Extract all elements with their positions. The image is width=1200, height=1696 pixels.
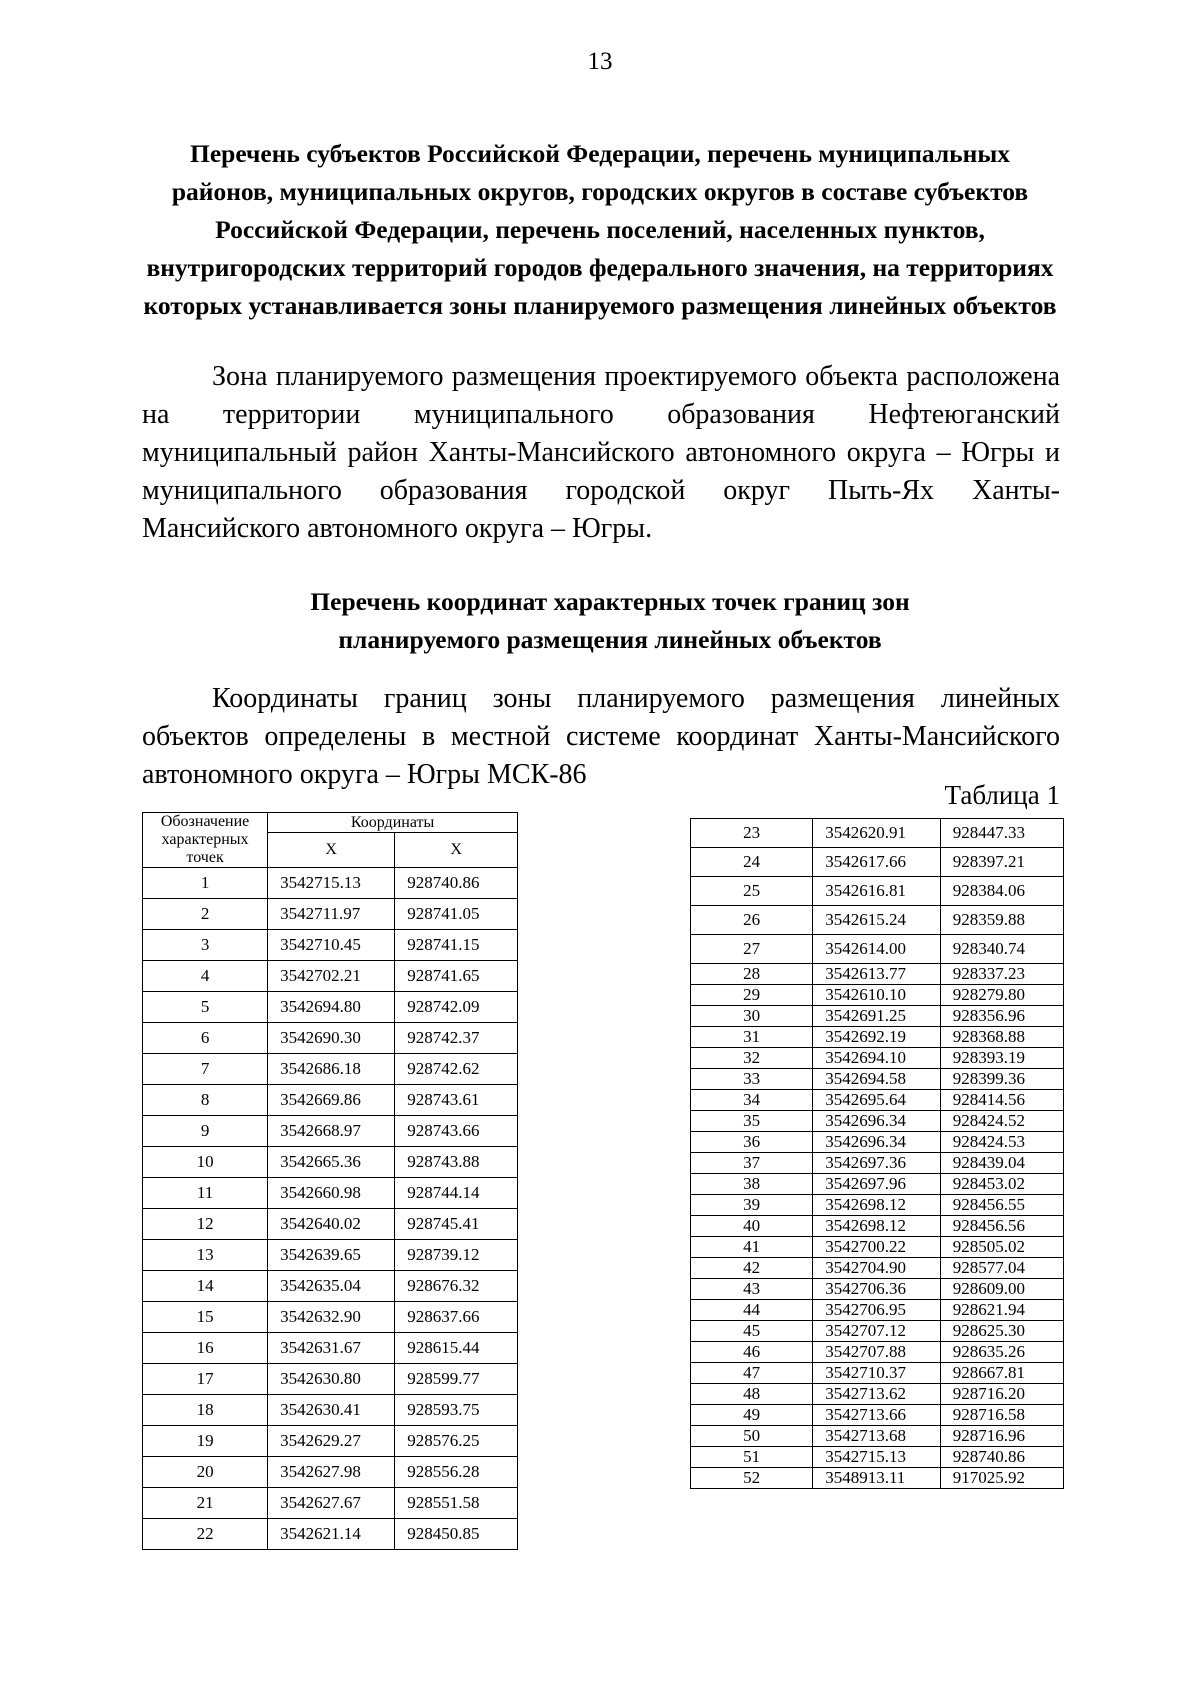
coord-x-cell: 3542615.24 bbox=[813, 906, 941, 935]
table-row bbox=[691, 985, 1064, 1006]
table-row bbox=[691, 1384, 1064, 1405]
table-row bbox=[143, 1457, 518, 1488]
point-number-cell: 51 bbox=[691, 1447, 813, 1468]
point-number-cell: 23 bbox=[691, 819, 813, 848]
point-number-cell: 1 bbox=[143, 868, 268, 899]
point-number-cell: 6 bbox=[143, 1023, 268, 1054]
table-row bbox=[143, 1054, 518, 1085]
point-number-cell: 36 bbox=[691, 1132, 813, 1153]
coord-y-cell: 928599.77 bbox=[395, 1364, 518, 1395]
table-row bbox=[143, 1240, 518, 1271]
table-row bbox=[691, 1006, 1064, 1027]
coord-x-cell: 3542697.36 bbox=[813, 1153, 941, 1174]
table-row bbox=[143, 1488, 518, 1519]
point-number-cell: 28 bbox=[691, 964, 813, 985]
coord-y-cell: 928397.21 bbox=[940, 848, 1063, 877]
point-number-cell: 46 bbox=[691, 1342, 813, 1363]
coord-y-cell: 928742.37 bbox=[395, 1023, 518, 1054]
coord-x-cell: 3542707.88 bbox=[813, 1342, 941, 1363]
coord-x-cell: 3542696.34 bbox=[813, 1111, 941, 1132]
document-title: Перечень субъектов Российской Федерации, перечень муниципальных районов, муниципальных округов, городских округов в составе субъектов Российской Федерации, перечень поселений, населенных пунктов, внутригородских территорий городов федерального значения, на территориях которых устанавливается зоны планируемого размещения линейных объектов bbox=[143, 139, 1057, 320]
header-coordinates: Координаты bbox=[268, 813, 518, 833]
table-row bbox=[691, 1153, 1064, 1174]
table-row bbox=[691, 1258, 1064, 1279]
coord-x-cell: 3542706.95 bbox=[813, 1300, 941, 1321]
table-row bbox=[691, 1363, 1064, 1384]
coord-y-cell: 928424.52 bbox=[940, 1111, 1063, 1132]
point-number-cell: 20 bbox=[143, 1457, 268, 1488]
point-number-cell: 26 bbox=[691, 906, 813, 935]
point-number-cell: 17 bbox=[143, 1364, 268, 1395]
table-row bbox=[143, 992, 518, 1023]
table-row bbox=[691, 1111, 1064, 1132]
table-row bbox=[143, 1271, 518, 1302]
point-number-cell: 19 bbox=[143, 1426, 268, 1457]
point-number-cell: 31 bbox=[691, 1027, 813, 1048]
coord-x-cell: 3542613.77 bbox=[813, 964, 941, 985]
coord-x-cell: 3542694.80 bbox=[268, 992, 395, 1023]
coord-x-cell: 3542691.25 bbox=[813, 1006, 941, 1027]
coord-y-cell: 928716.58 bbox=[940, 1405, 1063, 1426]
coord-y-cell: 928450.85 bbox=[395, 1519, 518, 1550]
coord-x-cell: 3542713.62 bbox=[813, 1384, 941, 1405]
coord-x-cell: 3542668.97 bbox=[268, 1116, 395, 1147]
point-number-cell: 12 bbox=[143, 1209, 268, 1240]
table-row bbox=[143, 930, 518, 961]
point-number-cell: 27 bbox=[691, 935, 813, 964]
coord-y-cell: 928716.20 bbox=[940, 1384, 1063, 1405]
coord-x-cell: 3542621.14 bbox=[268, 1519, 395, 1550]
table-row bbox=[143, 899, 518, 930]
point-number-cell: 5 bbox=[143, 992, 268, 1023]
coord-x-cell: 3542630.80 bbox=[268, 1364, 395, 1395]
table-row bbox=[691, 964, 1064, 985]
table-row bbox=[143, 1116, 518, 1147]
table-row bbox=[691, 1090, 1064, 1111]
point-number-cell: 14 bbox=[143, 1271, 268, 1302]
point-number-cell: 41 bbox=[691, 1237, 813, 1258]
coord-x-cell: 3542639.65 bbox=[268, 1240, 395, 1271]
coord-x-cell: 3542698.12 bbox=[813, 1216, 941, 1237]
coord-x-cell: 3542627.98 bbox=[268, 1457, 395, 1488]
coord-x-cell: 3542695.64 bbox=[813, 1090, 941, 1111]
coord-y-cell: 928743.88 bbox=[395, 1147, 518, 1178]
coord-y-cell: 928744.14 bbox=[395, 1178, 518, 1209]
coord-x-cell: 3542631.67 bbox=[268, 1333, 395, 1364]
table-row bbox=[143, 1302, 518, 1333]
coord-y-cell: 928635.26 bbox=[940, 1342, 1063, 1363]
table-row bbox=[143, 868, 518, 899]
coord-x-cell: 3542698.12 bbox=[813, 1195, 941, 1216]
table-row bbox=[691, 1405, 1064, 1426]
coord-y-cell: 928340.74 bbox=[940, 935, 1063, 964]
coord-x-cell: 3542694.10 bbox=[813, 1048, 941, 1069]
coord-y-cell: 928742.62 bbox=[395, 1054, 518, 1085]
point-number-cell: 2 bbox=[143, 899, 268, 930]
point-number-cell: 35 bbox=[691, 1111, 813, 1132]
table-row bbox=[691, 877, 1064, 906]
point-number-cell: 39 bbox=[691, 1195, 813, 1216]
coord-y-cell: 928576.25 bbox=[395, 1426, 518, 1457]
coord-x-cell: 3542690.30 bbox=[268, 1023, 395, 1054]
coord-y-cell: 928609.00 bbox=[940, 1279, 1063, 1300]
coordinates-table-left bbox=[142, 812, 518, 1550]
header-x1: X bbox=[268, 833, 395, 868]
point-number-cell: 30 bbox=[691, 1006, 813, 1027]
coord-y-cell: 928740.86 bbox=[940, 1447, 1063, 1468]
point-number-cell: 44 bbox=[691, 1300, 813, 1321]
coord-x-cell: 3542614.00 bbox=[813, 935, 941, 964]
zone-description-paragraph: Зона планируемого размещения проектируемого объекта расположена на территории муниципального образования Нефтеюганский муниципальный район Ханты-Мансийского автономного округа – Югры и муниципального образования городской округ Пыть-Ях Ханты-Мансийского автономного округа – Югры. bbox=[142, 361, 1060, 544]
header-designation: Обозначение характерных точек bbox=[143, 813, 268, 868]
header-x2: X bbox=[395, 833, 518, 868]
coord-x-cell: 3542711.97 bbox=[268, 899, 395, 930]
point-number-cell: 45 bbox=[691, 1321, 813, 1342]
coord-y-cell: 928716.96 bbox=[940, 1426, 1063, 1447]
coord-y-cell: 928414.56 bbox=[940, 1090, 1063, 1111]
coord-y-cell: 928447.33 bbox=[940, 819, 1063, 848]
coord-y-cell: 928393.19 bbox=[940, 1048, 1063, 1069]
point-number-cell: 52 bbox=[691, 1468, 813, 1489]
coord-x-cell: 3542627.67 bbox=[268, 1488, 395, 1519]
point-number-cell: 32 bbox=[691, 1048, 813, 1069]
coord-x-cell: 3542635.04 bbox=[268, 1271, 395, 1302]
coord-x-cell: 3542617.66 bbox=[813, 848, 941, 877]
coord-y-cell: 928621.94 bbox=[940, 1300, 1063, 1321]
coord-y-cell: 917025.92 bbox=[940, 1468, 1063, 1489]
coord-x-cell: 3542710.45 bbox=[268, 930, 395, 961]
point-number-cell: 3 bbox=[143, 930, 268, 961]
point-number-cell: 48 bbox=[691, 1384, 813, 1405]
coord-x-cell: 3542702.21 bbox=[268, 961, 395, 992]
table-row bbox=[143, 1426, 518, 1457]
coord-x-cell: 3542697.96 bbox=[813, 1174, 941, 1195]
point-number-cell: 7 bbox=[143, 1054, 268, 1085]
point-number-cell: 42 bbox=[691, 1258, 813, 1279]
table-row bbox=[143, 1023, 518, 1054]
point-number-cell: 8 bbox=[143, 1085, 268, 1116]
coord-x-cell: 3542696.34 bbox=[813, 1132, 941, 1153]
coord-y-cell: 928577.04 bbox=[940, 1258, 1063, 1279]
coord-x-cell: 3542632.90 bbox=[268, 1302, 395, 1333]
coord-y-cell: 928384.06 bbox=[940, 877, 1063, 906]
table-row bbox=[143, 1519, 518, 1550]
table-row bbox=[691, 1279, 1064, 1300]
point-number-cell: 49 bbox=[691, 1405, 813, 1426]
coord-x-cell: 3542694.58 bbox=[813, 1069, 941, 1090]
point-number-cell: 22 bbox=[143, 1519, 268, 1550]
table-row bbox=[691, 1132, 1064, 1153]
coord-y-cell: 928556.28 bbox=[395, 1457, 518, 1488]
coord-y-cell: 928505.02 bbox=[940, 1237, 1063, 1258]
coord-y-cell: 928625.30 bbox=[940, 1321, 1063, 1342]
coord-x-cell: 3542665.36 bbox=[268, 1147, 395, 1178]
coord-y-cell: 928676.32 bbox=[395, 1271, 518, 1302]
table-row bbox=[691, 935, 1064, 964]
coord-x-cell: 3542610.10 bbox=[813, 985, 941, 1006]
coord-x-cell: 3542704.90 bbox=[813, 1258, 941, 1279]
table-row bbox=[691, 1027, 1064, 1048]
coord-y-cell: 928741.15 bbox=[395, 930, 518, 961]
point-number-cell: 13 bbox=[143, 1240, 268, 1271]
coord-y-cell: 928453.02 bbox=[940, 1174, 1063, 1195]
table-row bbox=[143, 1085, 518, 1116]
coord-y-cell: 928279.80 bbox=[940, 985, 1063, 1006]
coord-y-cell: 928359.88 bbox=[940, 906, 1063, 935]
table-row bbox=[143, 1364, 518, 1395]
page-number: 13 bbox=[587, 48, 613, 75]
point-number-cell: 4 bbox=[143, 961, 268, 992]
point-number-cell: 38 bbox=[691, 1174, 813, 1195]
table-row bbox=[691, 1321, 1064, 1342]
coord-x-cell: 3542715.13 bbox=[268, 868, 395, 899]
table-row bbox=[143, 1178, 518, 1209]
table-row bbox=[143, 1395, 518, 1426]
table-row bbox=[691, 1342, 1064, 1363]
coord-y-cell: 928424.53 bbox=[940, 1132, 1063, 1153]
coord-x-cell: 3542669.86 bbox=[268, 1085, 395, 1116]
table-row bbox=[143, 961, 518, 992]
coord-y-cell: 928743.66 bbox=[395, 1116, 518, 1147]
table-row bbox=[691, 1048, 1064, 1069]
coord-y-cell: 928667.81 bbox=[940, 1363, 1063, 1384]
point-number-cell: 24 bbox=[691, 848, 813, 877]
point-number-cell: 34 bbox=[691, 1090, 813, 1111]
coord-x-cell: 3542660.98 bbox=[268, 1178, 395, 1209]
coord-y-cell: 928743.61 bbox=[395, 1085, 518, 1116]
coord-y-cell: 928741.05 bbox=[395, 899, 518, 930]
coord-x-cell: 3542713.66 bbox=[813, 1405, 941, 1426]
coord-x-cell: 3542710.37 bbox=[813, 1363, 941, 1384]
table-row bbox=[691, 1216, 1064, 1237]
table-row bbox=[691, 1069, 1064, 1090]
coord-y-cell: 928551.58 bbox=[395, 1488, 518, 1519]
coord-y-cell: 928745.41 bbox=[395, 1209, 518, 1240]
coord-y-cell: 928739.12 bbox=[395, 1240, 518, 1271]
coord-x-cell: 3542629.27 bbox=[268, 1426, 395, 1457]
table-row bbox=[691, 906, 1064, 935]
point-number-cell: 16 bbox=[143, 1333, 268, 1364]
coord-x-cell: 3542706.36 bbox=[813, 1279, 941, 1300]
coord-y-cell: 928456.56 bbox=[940, 1216, 1063, 1237]
coord-x-cell: 3542707.12 bbox=[813, 1321, 941, 1342]
point-number-cell: 40 bbox=[691, 1216, 813, 1237]
coord-y-cell: 928456.55 bbox=[940, 1195, 1063, 1216]
table-row bbox=[143, 1333, 518, 1364]
coord-y-cell: 928368.88 bbox=[940, 1027, 1063, 1048]
table-row bbox=[691, 1447, 1064, 1468]
coordinates-section-title: Перечень координат характерных точек границ зон планируемого размещения линейных объектов bbox=[310, 587, 910, 654]
table-row bbox=[143, 1209, 518, 1240]
coord-x-cell: 3542713.68 bbox=[813, 1426, 941, 1447]
coord-y-cell: 928593.75 bbox=[395, 1395, 518, 1426]
table-row bbox=[691, 1195, 1064, 1216]
coord-x-cell: 3542616.81 bbox=[813, 877, 941, 906]
point-number-cell: 10 bbox=[143, 1147, 268, 1178]
table-row bbox=[691, 1300, 1064, 1321]
coordinates-table-right bbox=[690, 818, 1064, 1489]
point-number-cell: 9 bbox=[143, 1116, 268, 1147]
point-number-cell: 50 bbox=[691, 1426, 813, 1447]
coord-x-cell: 3542630.41 bbox=[268, 1395, 395, 1426]
point-number-cell: 33 bbox=[691, 1069, 813, 1090]
coord-y-cell: 928356.96 bbox=[940, 1006, 1063, 1027]
coord-y-cell: 928615.44 bbox=[395, 1333, 518, 1364]
table-row bbox=[691, 848, 1064, 877]
coord-y-cell: 928337.23 bbox=[940, 964, 1063, 985]
coordinate-system-paragraph: Координаты границ зоны планируемого размещения линейных объектов определены в местной системе координат Ханты-Мансийского автономного округа – Югры МСК-86 bbox=[142, 683, 1060, 790]
coord-y-cell: 928399.36 bbox=[940, 1069, 1063, 1090]
table-row bbox=[691, 819, 1064, 848]
table-row bbox=[691, 1237, 1064, 1258]
coord-x-cell: 3542620.91 bbox=[813, 819, 941, 848]
coord-x-cell: 3542700.22 bbox=[813, 1237, 941, 1258]
point-number-cell: 29 bbox=[691, 985, 813, 1006]
coord-x-cell: 3542692.19 bbox=[813, 1027, 941, 1048]
point-number-cell: 15 bbox=[143, 1302, 268, 1333]
coord-x-cell: 3542686.18 bbox=[268, 1054, 395, 1085]
point-number-cell: 18 bbox=[143, 1395, 268, 1426]
coord-x-cell: 3542640.02 bbox=[268, 1209, 395, 1240]
table-row bbox=[691, 1426, 1064, 1447]
table-row bbox=[143, 1147, 518, 1178]
point-number-cell: 47 bbox=[691, 1363, 813, 1384]
coord-y-cell: 928740.86 bbox=[395, 868, 518, 899]
table-row bbox=[691, 1468, 1064, 1489]
point-number-cell: 21 bbox=[143, 1488, 268, 1519]
point-number-cell: 25 bbox=[691, 877, 813, 906]
coord-y-cell: 928741.65 bbox=[395, 961, 518, 992]
coord-y-cell: 928439.04 bbox=[940, 1153, 1063, 1174]
coord-x-cell: 3542715.13 bbox=[813, 1447, 941, 1468]
coord-x-cell: 3548913.11 bbox=[813, 1468, 941, 1489]
table-row bbox=[691, 1174, 1064, 1195]
coord-y-cell: 928637.66 bbox=[395, 1302, 518, 1333]
point-number-cell: 37 bbox=[691, 1153, 813, 1174]
table-label: Таблица 1 bbox=[944, 780, 1060, 810]
point-number-cell: 43 bbox=[691, 1279, 813, 1300]
point-number-cell: 11 bbox=[143, 1178, 268, 1209]
coord-y-cell: 928742.09 bbox=[395, 992, 518, 1023]
